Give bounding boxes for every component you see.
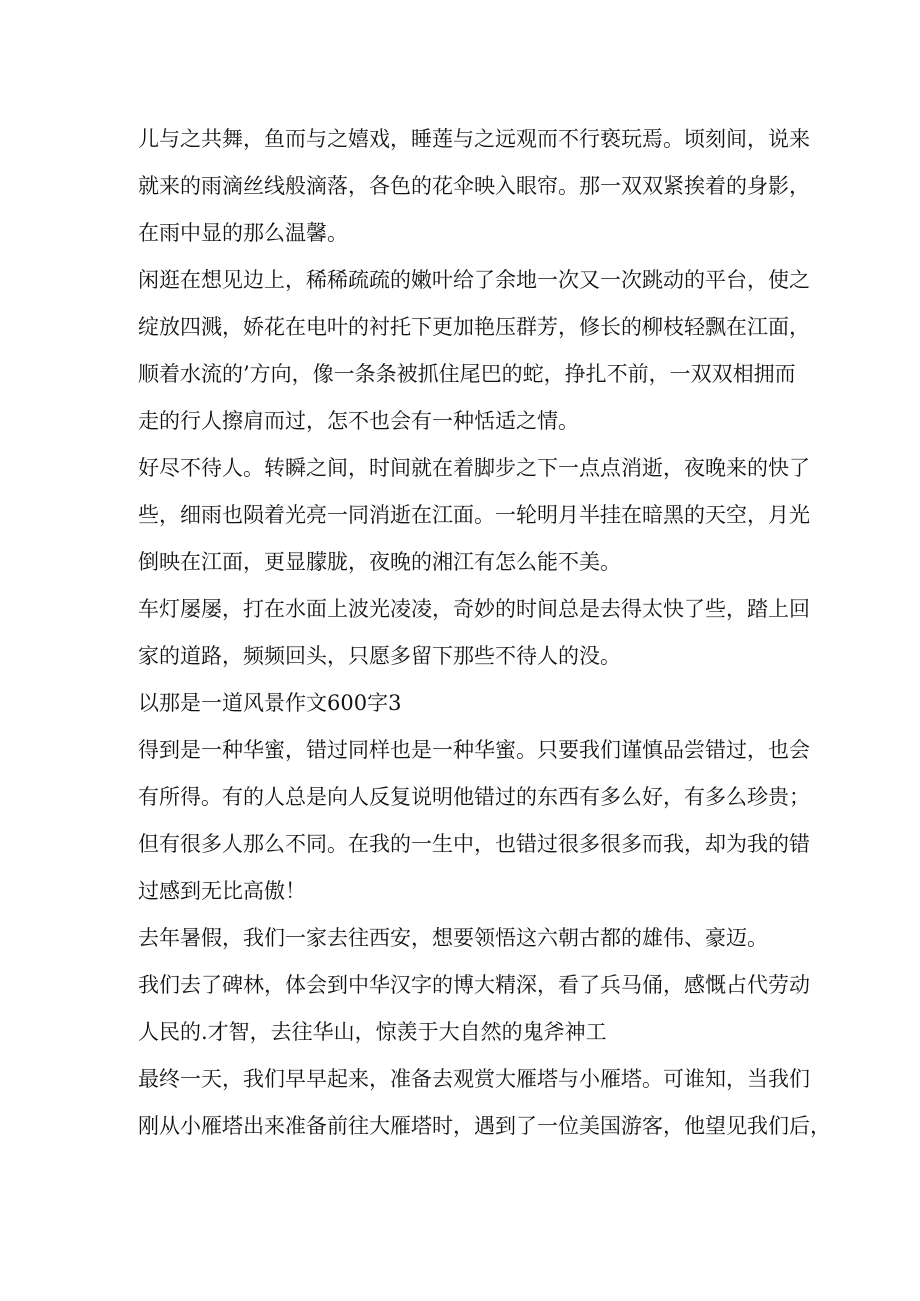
- text-line: 得到是一种华蜜，错过同样也是一种华蜜。只要我们谨慎品尝错过，也会: [138, 738, 810, 762]
- text-line: 顺着水流的’方向，像一条条被抓住尾巴的蛇，挣扎不前，一双双相拥而: [138, 362, 796, 386]
- text-line: 些，细雨也陨着光亮一同消逝在江面。一轮明月半挂在暗黑的天空，月光: [138, 503, 810, 527]
- text-line: 我们去了碑林，体会到中华汉字的博大精深，看了兵马俑，感慨占代劳动: [138, 973, 810, 997]
- document-body: [138, 116, 831, 1150]
- text-line: 家的道路，频频回头，只愿多留下那些不待人的没。: [138, 644, 621, 668]
- text-line: 好尽不待人。转瞬之间，时间就在着脚步之下一点点消逝，夜晚来的快了: [138, 456, 810, 480]
- text-line: 刚从小雁塔出来准备前往大雁塔时，遇到了一位美国游客，他望见我们后，: [138, 1114, 831, 1138]
- section-heading: 以那是一道风景作文600字3: [138, 691, 402, 715]
- text-line: 最终一天，我们早早起来，准备去观赏大雁塔与小雁塔。可谁知，当我们: [138, 1067, 810, 1091]
- text-line: 人民的.才智，去往华山，惊羡于大自然的鬼斧神工: [138, 1020, 607, 1044]
- text-line: 就来的雨滴丝线般滴落，各色的花伞映入眼帘。那一双双紧挨着的身影，: [138, 174, 810, 198]
- text-line: 去年暑假，我们一家去往西安，想要领悟这六朝古都的雄伟、豪迈。: [138, 926, 768, 950]
- text-line: 但有很多人那么不同。在我的一生中，也错过很多很多而我，却为我的错: [138, 832, 810, 856]
- text-line: 倒映在江面，更显朦胧，夜晚的湘江有怎么能不美。: [138, 550, 621, 574]
- text-line: 绽放四溅，娇花在电叶的衬托下更加艳压群芳，修长的柳枝轻飘在江面，: [138, 315, 810, 339]
- text-line: 过感到无比高傲！: [138, 879, 306, 903]
- text-line: 闲逛在想见边上，稀稀疏疏的嫩叶给了余地一次又一次跳动的平台，使之: [138, 268, 810, 292]
- text-line: 儿与之共舞，鱼而与之嬉戏，睡莲与之远观而不行亵玩焉。顷刻间，说来: [138, 127, 810, 151]
- text-line: 有所得。有的人总是向人反复说明他错过的东西有多么好，有多么珍贵；: [138, 785, 810, 809]
- text-line: 在雨中显的那么温馨。: [138, 221, 348, 245]
- text-line: 走的行人擦肩而过，怎不也会有一种恬适之情。: [138, 409, 579, 433]
- text-line: 车灯屡屡，打在水面上波光凌凌，奇妙的时间总是去得太快了些，踏上回: [138, 597, 810, 621]
